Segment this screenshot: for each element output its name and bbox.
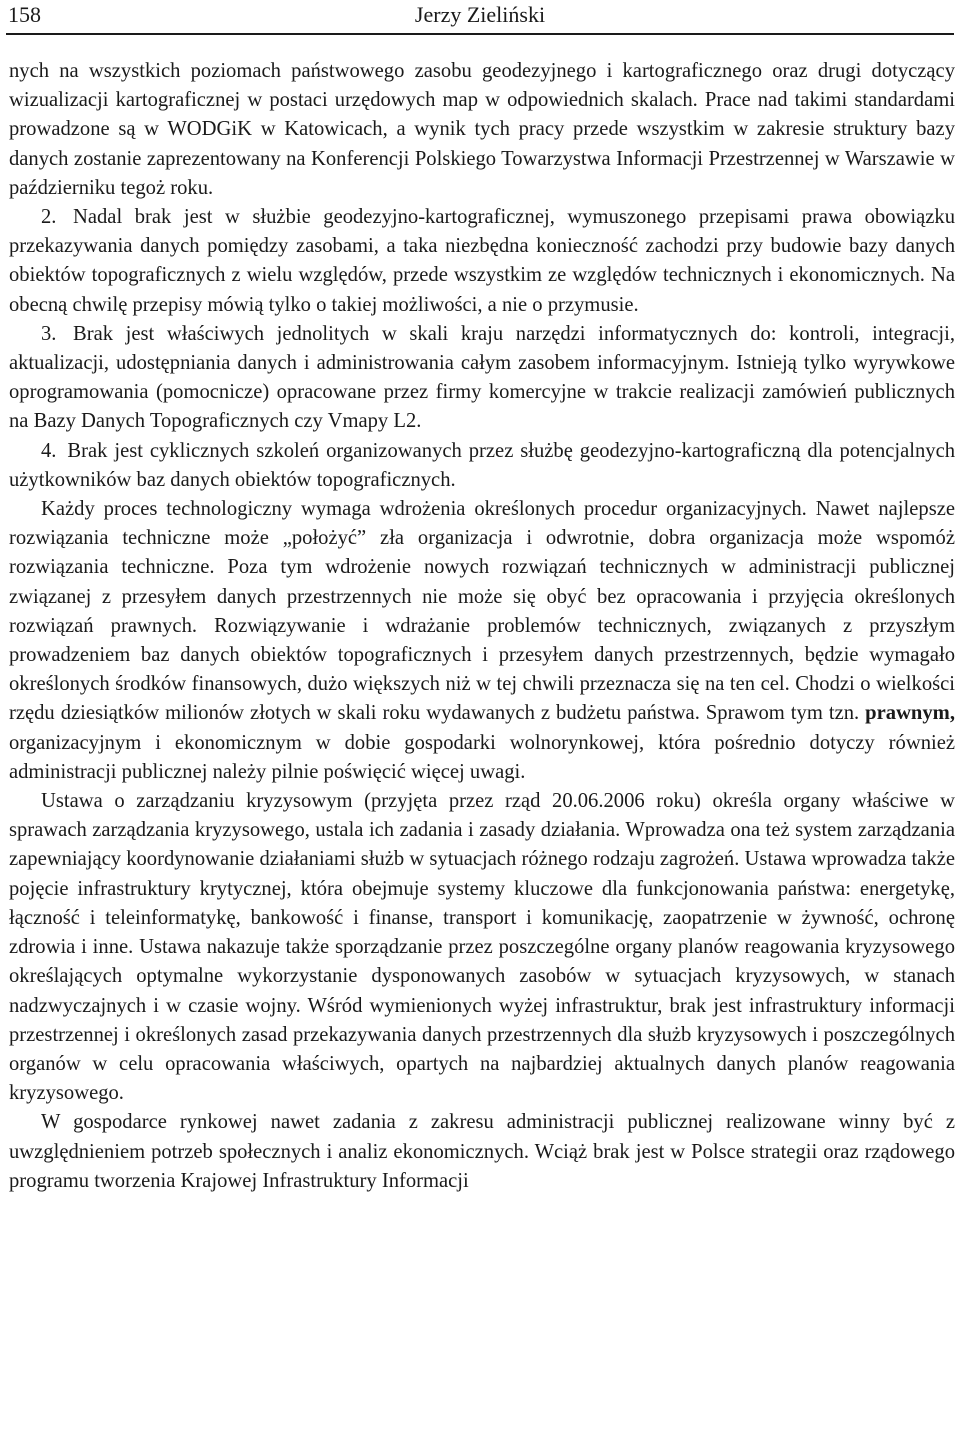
list-number: 3. [41,322,57,345]
paragraph-text: Każdy proces technologiczny wymaga wdrożenia określonych procedur organizacyjnych. Nawet najlepsze rozwiązania techniczne może „położyć” zła organizacja i odwrotnie, dobra organizacja może wspomóż rozwiązania techniczne. Poza tym wdrożenie nowych rozwiązań technicznych w administracji publicznej związanej z przesyłem danych przestrzennych nie może się obyć bez opracowania i przyjęcia określonych rozwiązań prawnych. Rozwiązywanie i wdrażanie problemów technicznych, związanych z przyszłym prowadzeniem baz danych obiektów topograficznych i przesyłem danych przestrzennych, będzie wymagało określonych środków finansowych, dużo większych niż w tej chwili przeznacza się na ten cel. Chodzi o wielkości rzędu dziesiątków milionów złotych w skali roku wydawanych z budżetu państwa. Sprawom tym tzn. [9,498,955,725]
page-header [6,0,954,35]
paragraph-text-continued: organizacyjnym i ekonomicznym w dobie gospodarki wolnorynkowej, która pośrednio dotyczy również administracji publicznej należy pilnie poświęcić więcej uwagi. [9,731,955,783]
list-item-2 [9,203,955,320]
paragraph-market-economy [9,1108,955,1196]
paragraph-continuation [9,57,955,203]
list-item-text: Brak jest właściwych jednolitych w skali kraju narzędzi informatycznych do: kontroli, integracji, aktualizacji, udostępniania danych i administrowania całym zasobem informacyjnym. Istnieją tylko wyrywkowe oprogramowania (pomocnicze) opracowane przez firmy komercyjne w trakcie realizacji zamówień publicznych na Bazy Danych Topograficznych czy Vmapy L2. [9,322,955,433]
paragraph-text: nych na wszystkich poziomach państwowego zasobu geodezyjnego i kartograficznego oraz drugi dotyczący wizualizacji kartograficznej w postaci urzędowych map w odpowiednich skalach. Prace nad takimi standardami prowadzone są w WODGiK w Katowicach, a wynik tych pracy przede wszystkim w zakresie struktury bazy danych zostanie zaprezentowany na Konferencji Polskiego Towarzystwa Informacji Przestrzennej w Warszawie w październiku tegoż roku. [9,60,955,199]
list-item-4 [9,437,955,495]
paragraph-procedures [9,495,955,787]
emphasis-text: prawnym, [865,702,955,725]
list-item-3 [9,320,955,437]
list-item-text: Brak jest cyklicznych szkoleń organizowanych przez służbę geodezyjno-kartograficzną dla potencjalnych użytkowników baz danych obiektów topograficznych. [9,439,956,491]
paragraph-crisis-law [9,787,955,1108]
paragraph-text: W gospodarce rynkowej nawet zadania z zakresu administracji publicznej realizowane winny być z uwzględnieniem potrzeb społecznych i analiz ekonomicznych. Wciąż brak jest w Polsce strategii oraz rządowego programu tworzenia Krajowej Infrastruktury Informacji [9,1111,955,1192]
list-number: 4. [41,439,57,462]
paragraph-text: Ustawa o zarządzaniu kryzysowym (przyjęta przez rząd 20.06.2006 roku) określa organy właściwe w sprawach zarządzania kryzysowego, ustala ich zadania i zasady działania. Wprowadza ona też system zarządzania zapewniający koordynowanie działaniami służb w sytuacjach różnego rodzaju zagrożeń. Ustawa wprowadza także pojęcie infrastruktury krytycznej, która obejmuje systemy kluczowe dla funkcjonowania państwa: energetykę, łączność i teleinformatykę, bankowość i finanse, transport i komunikację, zaopatrzenie w żywność, ochronę zdrowia i inne. Ustawa nakazuje także sporządzanie przez poszczególne organy planów reagowania kryzysowego określających optymalne wykorzystanie dysponowanych zasobów w sytuacjach kryzysowych, w stanach nadzwyczajnych i w czasie wojny. Wśród wymienionych wyżej infrastruktur, brak jest infrastruktury informacji przestrzennej i określonych zasad przekazywania danych przestrzennych dla służb kryzysowych i poszczególnych organów w celu opracowania właściwych, opartych na najbardziej aktualnych danych planów reagowania kryzysowego. [9,790,955,1105]
list-number: 2. [41,206,57,229]
running-head-author: Jerzy Zieliński [414,2,546,27]
list-item-text: Nadal brak jest w służbie geodezyjno-kartograficznej, wymuszonego przepisami prawa obowiązku przekazywania danych pomiędzy zasobami, a taka niezbędna konieczność zachodzi przy budowie bazy danych obiektów topograficznych z wielu względów, przede wszystkim ze względów technicznych i ekonomicznych. Na obecną chwilę przepisy mówią tylko o takiej możliwości, a nie o przymusie. [9,206,955,316]
page-number: 158 [8,2,41,27]
body-text [9,57,955,1196]
